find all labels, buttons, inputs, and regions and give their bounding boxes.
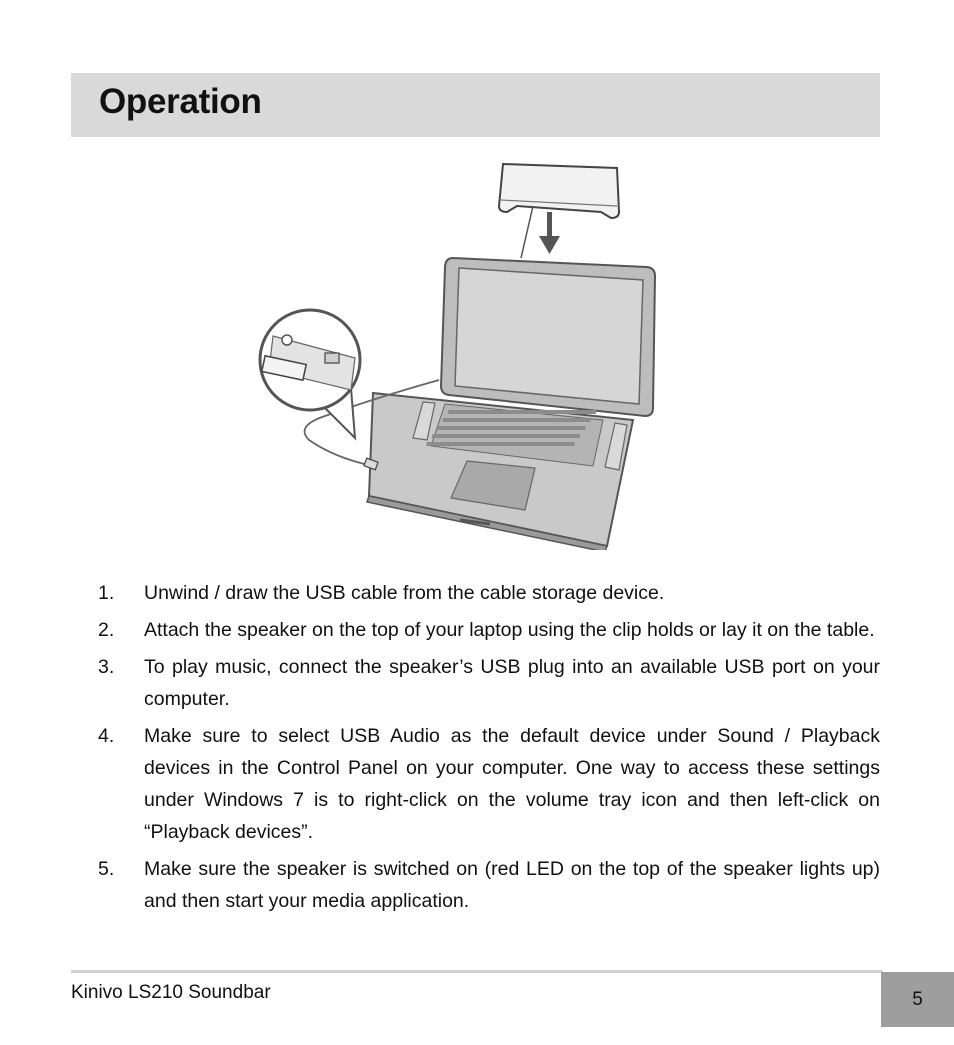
step-text: Attach the speaker on the top of your laptop using the clip holds or lay it on the table.: [144, 619, 875, 641]
step-text: Make sure the speaker is switched on (red LED on the top of the speaker lights up) and then start your media application.: [144, 858, 880, 912]
step-number: 5.: [98, 858, 115, 880]
list-item: [98, 577, 880, 609]
laptop-icon: [367, 258, 655, 550]
down-arrow-icon: [539, 212, 560, 254]
step-number: 1.: [98, 582, 115, 604]
step-number: 4.: [98, 725, 115, 747]
footer-product-name: Kinivo LS210 Soundbar: [71, 982, 271, 1003]
magnifier-callout-icon: [260, 310, 360, 438]
step-text: Unwind / draw the USB cable from the cable storage device.: [144, 582, 665, 604]
page-number: 5: [912, 988, 923, 1010]
soundbar-speaker-icon: [499, 164, 619, 258]
list-item: [98, 614, 880, 646]
list-item: [98, 651, 880, 715]
list-item: [98, 853, 880, 917]
step-number: 3.: [98, 656, 115, 678]
step-text: To play music, connect the speaker’s USB plug into an available USB port on your computer.: [144, 656, 880, 710]
list-item: [98, 720, 880, 848]
step-text: Make sure to select USB Audio as the default device under Sound / Playback devices in the Control Panel on your computer. One way to access these settings under Windows 7 is to right-click on the volume tray icon and then left-click on “Playback devices”.: [144, 725, 880, 843]
page-title: Operation: [99, 82, 262, 121]
step-number: 2.: [98, 619, 115, 641]
footer-divider: [71, 970, 883, 973]
header-band: [71, 73, 880, 137]
page-number-badge: [881, 972, 954, 1027]
operation-steps: [98, 577, 880, 922]
laptop-speaker-illustration: [255, 158, 665, 550]
